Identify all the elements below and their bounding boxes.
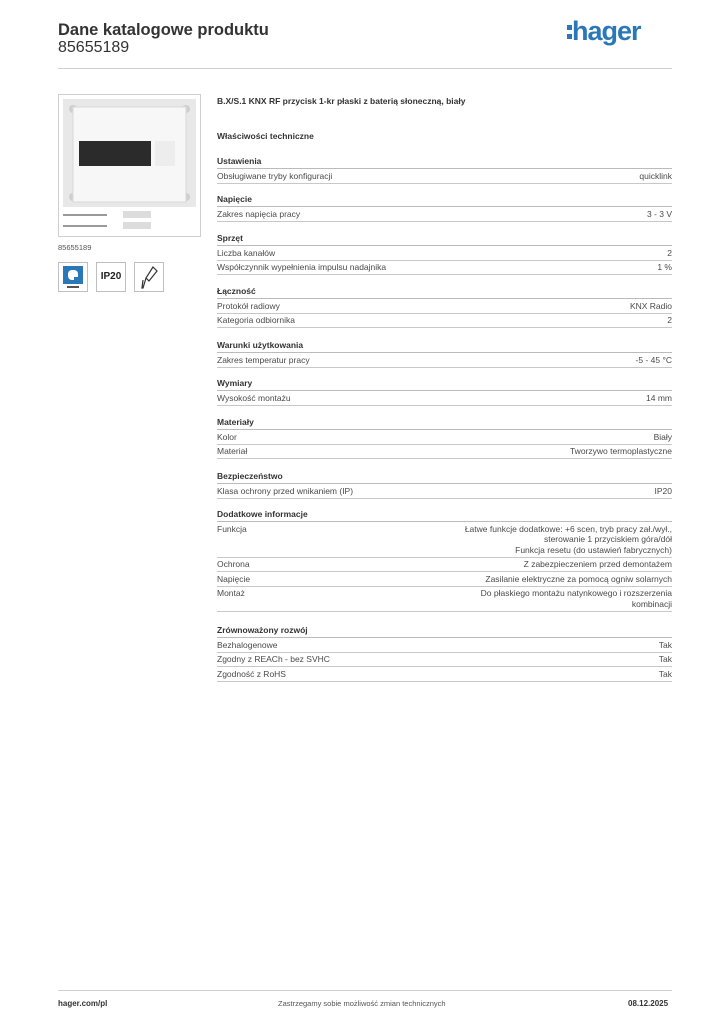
row-label: Zgodny z REACh - bez SVHC [217, 654, 330, 664]
table-row [217, 430, 672, 445]
row-label: Protokół radiowy [217, 300, 280, 311]
row-value: Tak [658, 639, 672, 650]
row-label: Współczynnik wypełnienia impulsu nadajnika [217, 262, 387, 272]
section-heading: Materiały [217, 417, 672, 430]
table-row [217, 667, 672, 682]
row-label: Wysokość montażu [217, 392, 291, 403]
row-value: Tak [658, 668, 672, 679]
table-row [217, 445, 672, 460]
table-row [217, 638, 672, 653]
row-label: Zakres napięcia pracy [217, 208, 301, 219]
section-heading: Napięcie [217, 194, 672, 207]
row-label: Montaż [217, 588, 245, 598]
row-value: 14 mm [646, 392, 672, 403]
footer-link[interactable]: hager.com/pl [58, 999, 108, 1008]
table-row [217, 558, 672, 573]
table-row [217, 484, 672, 499]
row-label: Obsługiwane tryby konfiguracji [217, 170, 333, 181]
row-label: Ochrona [217, 559, 250, 569]
row-label: Funkcja [217, 523, 247, 534]
section-dimensions [217, 378, 672, 406]
table-row [217, 246, 672, 261]
row-value: quicklink [639, 170, 672, 181]
quicklink-badge-icon [58, 262, 88, 292]
footer-rule [58, 990, 672, 991]
photo-code: 85655189 [58, 243, 92, 252]
row-value: 2 [667, 315, 672, 325]
ip20-badge: IP20 [96, 262, 126, 292]
row-label: Liczba kanałów [217, 247, 276, 258]
row-label: Kategoria odbiornika [217, 315, 295, 325]
section-heading: Warunki użytkowania [217, 340, 672, 353]
section-voltage [217, 194, 672, 222]
footer-disclaimer: Zastrzegamy sobie możliwość zmian technicznych [278, 999, 446, 1008]
row-label: Zgodność z RoHS [217, 668, 286, 679]
row-label: Materiał [217, 446, 248, 456]
section-heading: Zrównoważony rozwój [217, 625, 672, 638]
section-materials [217, 417, 672, 459]
table-row [217, 572, 672, 587]
section-heading: Dodatkowe informacje [217, 509, 672, 522]
table-row [217, 522, 672, 558]
row-value: 2 [667, 247, 672, 258]
table-row [217, 207, 672, 222]
footer-date: 08.12.2025 [628, 999, 669, 1008]
section-operating-conditions [217, 340, 672, 368]
table-row [217, 299, 672, 314]
row-value: KNX Radio [629, 300, 672, 311]
header-rule [58, 68, 672, 69]
row-label: Napięcie [217, 573, 251, 584]
row-label: Klasa ochrony przed wnikaniem (IP) [217, 485, 354, 496]
table-row [217, 391, 672, 406]
row-value: Tak [658, 654, 672, 664]
tech-heading: Właściwości techniczne [217, 131, 314, 141]
section-sustainability [217, 625, 672, 682]
row-value: Zasilanie elektryczne za pomocą ogniw solarnych [485, 573, 672, 584]
page-title: Dane katalogowe produktu [58, 21, 269, 39]
screwdriver-icon [134, 262, 164, 292]
row-value: Do płaskiego montażu natynkowego i rozszerzenia kombinacji [480, 588, 672, 609]
section-heading: Bezpieczeństwo [217, 471, 672, 484]
table-row [217, 169, 672, 184]
section-additional-info [217, 509, 672, 612]
row-value: IP20 [654, 485, 672, 496]
table-row [217, 587, 672, 612]
row-value: -5 - 45 °C [635, 354, 672, 365]
section-heading: Łączność [217, 286, 672, 299]
row-value: 1 % [657, 262, 672, 272]
table-row [217, 314, 672, 329]
row-value: Tworzywo termoplastyczne [569, 446, 672, 456]
row-label: Kolor [217, 431, 237, 442]
section-safety [217, 471, 672, 499]
section-heading: Wymiary [217, 378, 672, 391]
logo-text: hager [572, 16, 641, 46]
product-photo [58, 94, 201, 237]
row-value: Z zabezpieczeniem przed demontażem [523, 559, 672, 569]
section-connectivity [217, 286, 672, 328]
row-label: Bezhalogenowe [217, 639, 278, 650]
section-settings [217, 156, 672, 184]
row-value: Biały [653, 431, 672, 442]
row-value: Łatwe funkcje dodatkowe: +6 scen, tryb pracy zał./wył., sterowanie 1 przyciskiem góra/dół Funkcja resetu (do ustawień fabrycznych) [464, 523, 672, 555]
product-title: B.X/S.1 KNX RF przycisk 1-kr płaski z baterią słoneczną, biały [217, 96, 466, 106]
section-heading: Ustawienia [217, 156, 672, 169]
table-row [217, 353, 672, 368]
section-heading: Sprzęt [217, 233, 672, 246]
section-hardware [217, 233, 672, 275]
row-value: 3 - 3 V [646, 208, 672, 219]
hager-logo [567, 16, 641, 47]
product-code: 85655189 [58, 39, 130, 56]
table-row [217, 653, 672, 668]
table-row [217, 261, 672, 276]
row-label: Zakres temperatur pracy [217, 354, 310, 365]
